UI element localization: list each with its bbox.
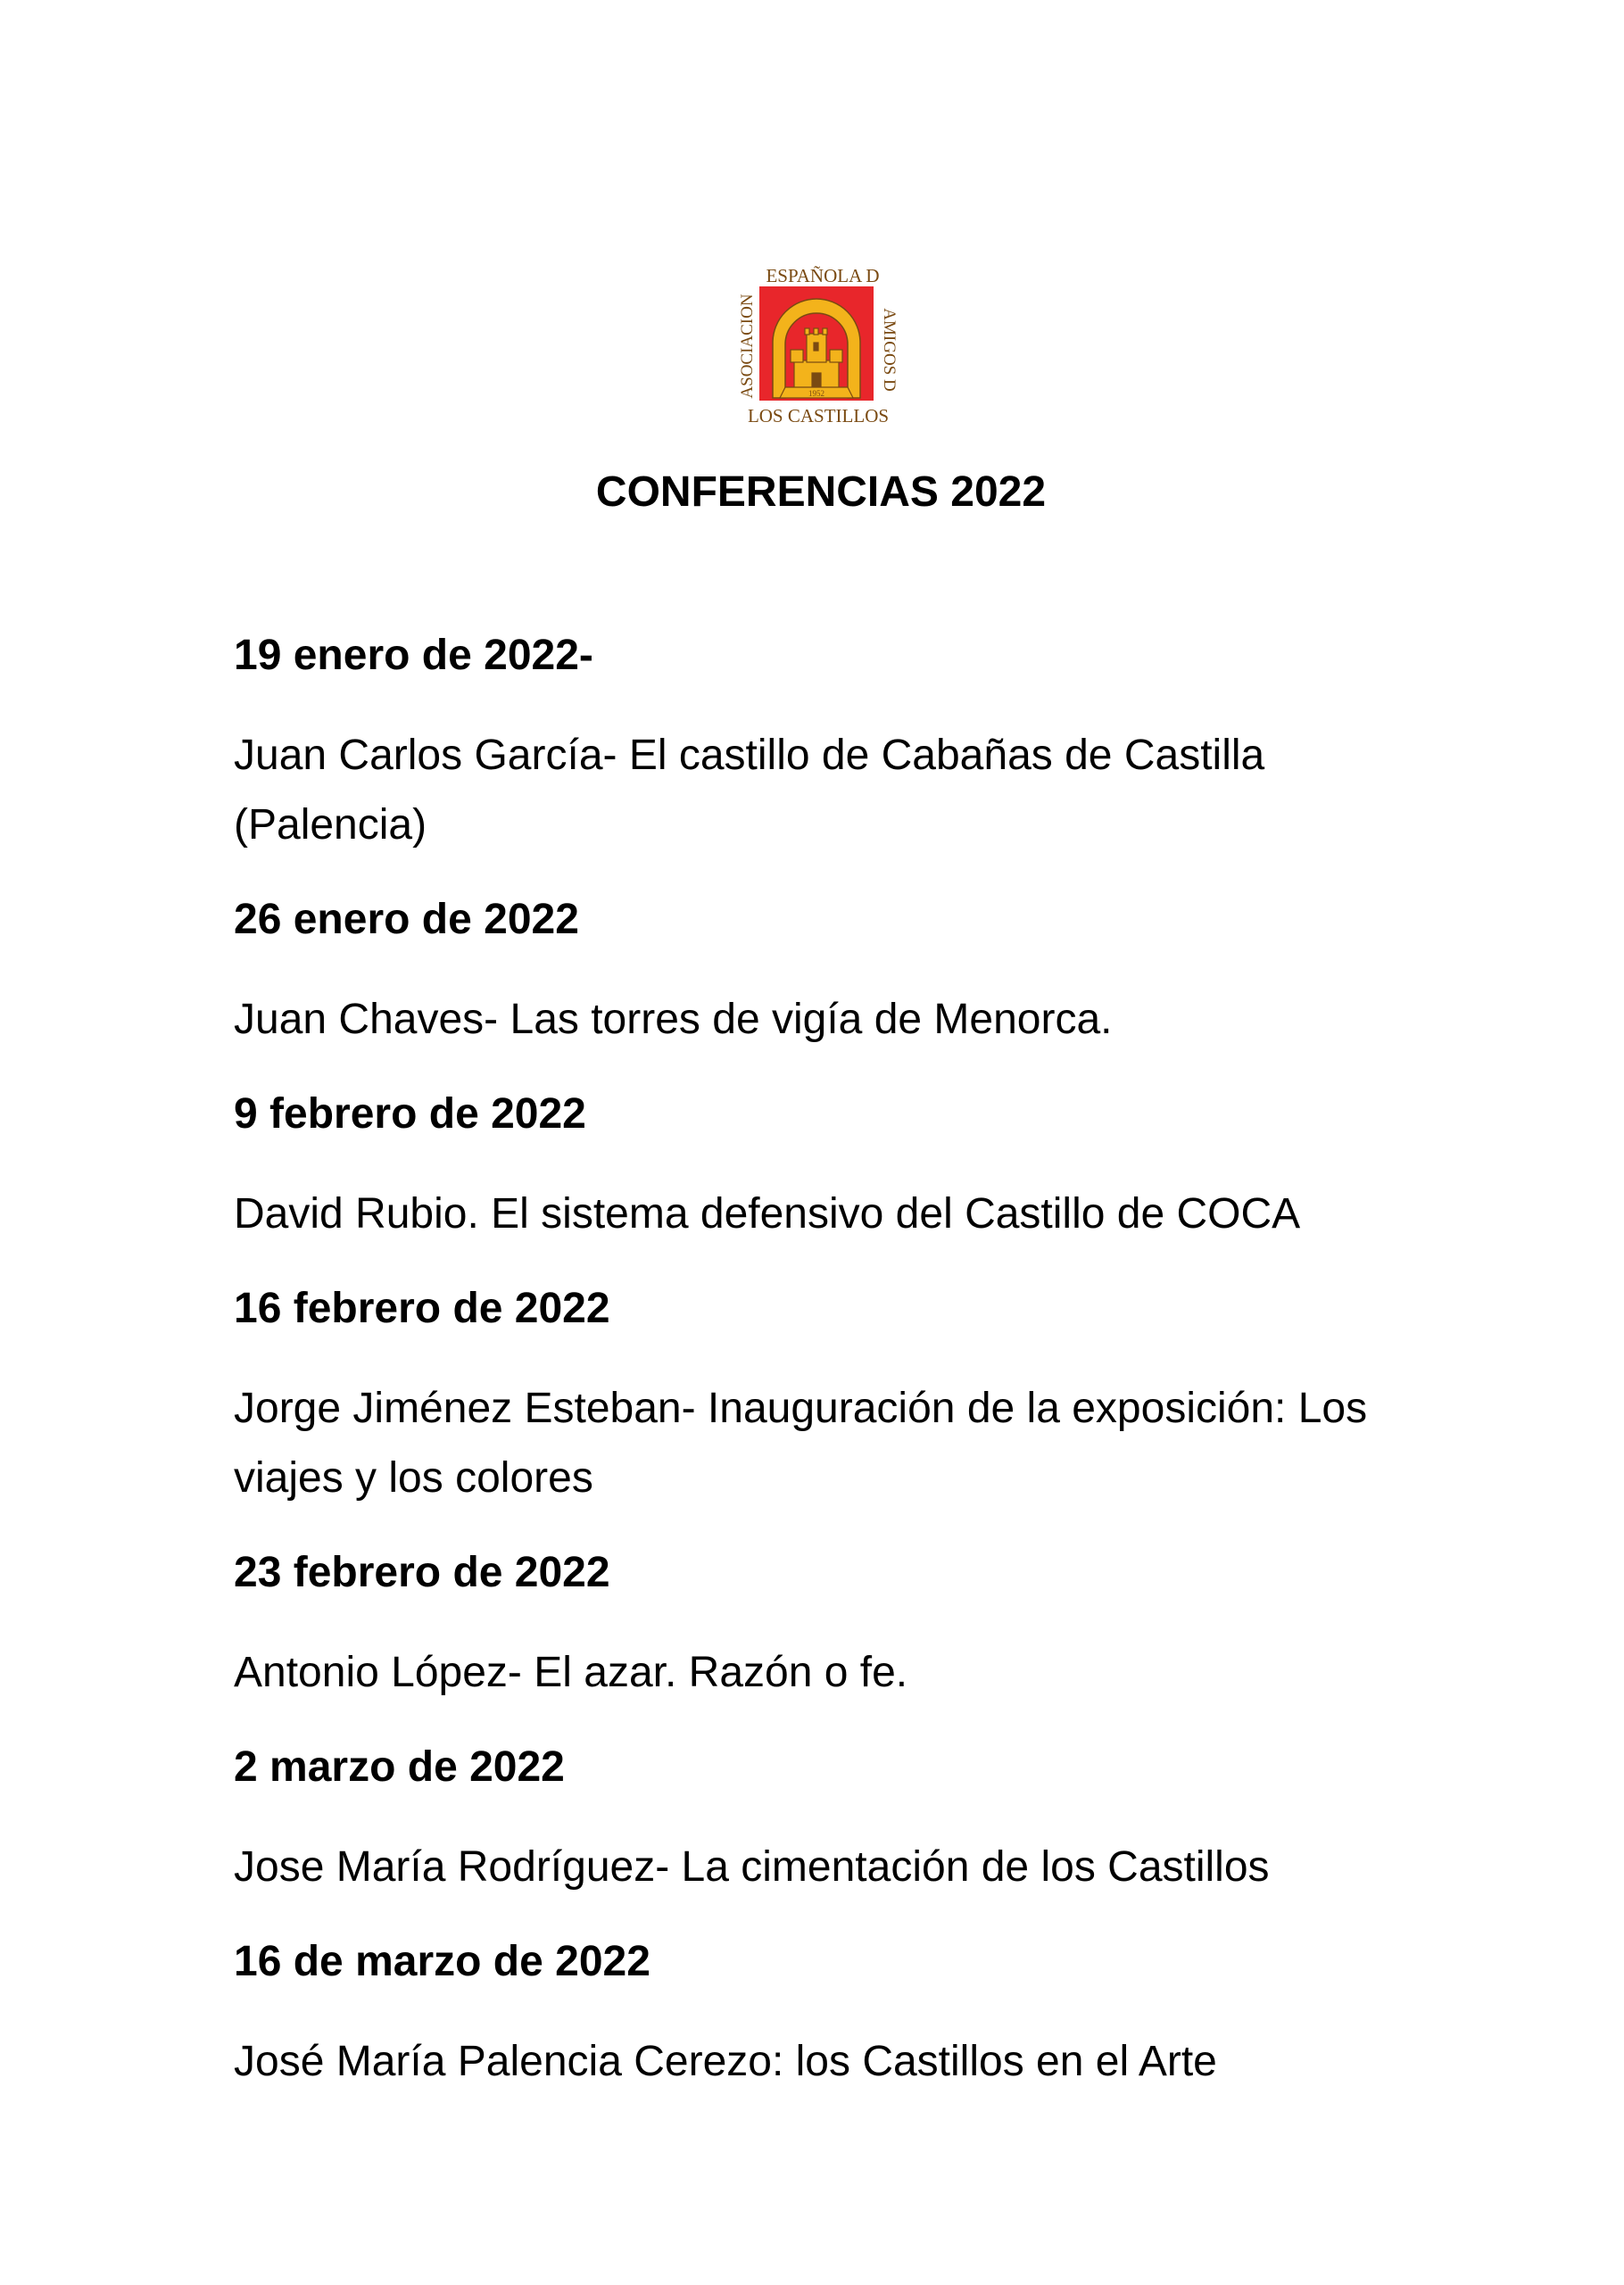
- conference-entry: [234, 889, 1465, 1055]
- conference-date: 16 febrero de 2022: [234, 1285, 610, 1332]
- association-logo: [737, 264, 899, 426]
- logo-text-left: ASOCIACION: [738, 294, 757, 399]
- conference-list: [234, 625, 1465, 2125]
- conference-date: 2 marzo de 2022: [234, 1743, 565, 1791]
- conference-description: David Rubio. El sistema defensivo del Castillo de COCA: [234, 1190, 1301, 1238]
- logo-text-top: ESPAÑOLA D: [766, 265, 880, 286]
- conference-description: Juan Carlos García- El castillo de Cabañas de Castilla (Palencia): [234, 732, 1265, 849]
- logo-text-right: AMIGOS D: [880, 308, 899, 392]
- conference-date: 26 enero de 2022: [234, 896, 579, 943]
- conference-entry: [234, 1736, 1465, 1902]
- conference-date: 9 febrero de 2022: [234, 1090, 586, 1138]
- conference-entry: [234, 1083, 1465, 1249]
- page-title: CONFERENCIAS 2022: [595, 468, 1047, 516]
- conference-entry: [234, 1931, 1465, 2097]
- conference-description: Jose María Rodríguez- La cimentación de los Castillos: [234, 1843, 1270, 1891]
- conference-entry: [234, 1542, 1465, 1708]
- logo-text-bottom: LOS CASTILLOS: [747, 405, 890, 426]
- conference-description: José María Palencia Cerezo: los Castillos en el Arte: [234, 2038, 1217, 2085]
- conference-date: 16 de marzo de 2022: [234, 1938, 650, 1985]
- conference-date: 19 enero de 2022-: [234, 632, 593, 679]
- logo-ribbon-text: 1952: [808, 389, 824, 398]
- conference-entry: [234, 1278, 1465, 1513]
- conference-description: Antonio López- El azar. Razón o fe.: [234, 1649, 908, 1696]
- conference-description: Jorge Jiménez Esteban- Inauguración de la exposición: Los viajes y los colores: [234, 1385, 1368, 1502]
- conference-date: 23 febrero de 2022: [234, 1549, 610, 1596]
- conference-description: Juan Chaves- Las torres de vigía de Menorca.: [234, 996, 1113, 1043]
- conference-entry: [234, 625, 1465, 860]
